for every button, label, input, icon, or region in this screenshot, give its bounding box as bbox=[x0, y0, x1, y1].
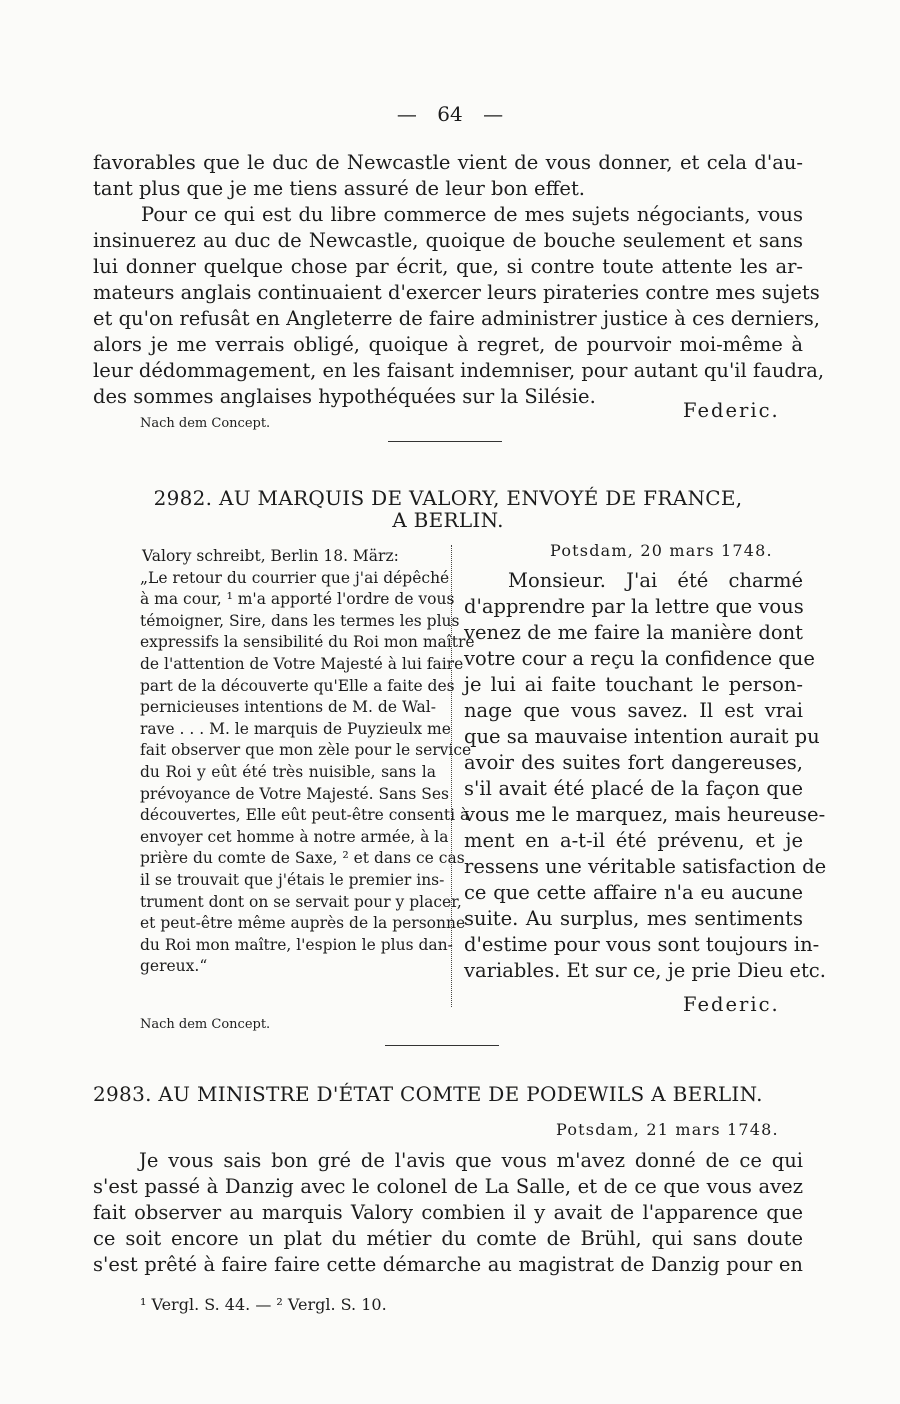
text-line: favorables que le duc de Newcastle vient de vous donner, et cela d'au- bbox=[93, 151, 803, 174]
text-line: Je vous sais bon gré de l'avis que vous m'avez donné de ce qui bbox=[139, 1149, 803, 1172]
text-line: du Roi y eût été très nuisible, sans la bbox=[140, 762, 436, 781]
text-line: insinuerez au duc de Newcastle, quoique de bouche seulement et sans bbox=[93, 229, 803, 252]
text-line: prévoyance de Votre Majesté. Sans Ses bbox=[140, 784, 449, 803]
text-line: „Le retour du courrier que j'ai dépêché bbox=[140, 568, 450, 587]
letter-heading: 2983. AU MINISTRE D'ÉTAT COMTE DE PODEWILS A BERLIN. bbox=[93, 1082, 763, 1106]
podewils-letter-body bbox=[93, 1148, 803, 1278]
letter-date: Potsdam, 21 mars 1748. bbox=[556, 1120, 779, 1139]
letter-heading bbox=[93, 486, 803, 532]
text-line: à ma cour, ¹ m'a apporté l'ordre de vous bbox=[140, 590, 455, 609]
text-line: des sommes anglaises hypothéquées sur la Silésie. bbox=[93, 385, 596, 408]
text-line: Pour ce qui est du libre commerce de mes sujets négociants, vous bbox=[141, 203, 803, 226]
continuation-paragraph bbox=[93, 150, 803, 202]
text-line: part de la découverte qu'Elle a faite des bbox=[140, 676, 455, 695]
report-column bbox=[140, 546, 475, 978]
reply-column bbox=[464, 568, 827, 984]
text-line: alors je me verrais obligé, quoique à regret, de pourvoir moi-même à bbox=[93, 333, 803, 356]
text-line: Monsieur. J'ai été charmé bbox=[508, 569, 803, 592]
text-line: fait observer au marquis Valory combien il y avait de l'apparence que bbox=[93, 1201, 803, 1224]
text-line: ment en a-t-il été prévenu, et je bbox=[464, 829, 803, 852]
text-line: découvertes, Elle eût peut-être consenti à bbox=[140, 806, 470, 825]
text-line: s'est passé à Danzig avec le colonel de La Salle, et de ce que vous avez bbox=[93, 1175, 803, 1198]
text-line: avoir des suites fort dangereuses, bbox=[464, 751, 803, 774]
text-line: du Roi mon maître, l'espion le plus dan- bbox=[140, 935, 453, 954]
text-line: ressens une véritable satisfaction de bbox=[464, 855, 827, 878]
text-line: et qu'on refusât en Angleterre de faire administrer justice à ces derniers, bbox=[93, 307, 820, 330]
text-line: tant plus que je me tiens assuré de leur bon effet. bbox=[93, 177, 585, 200]
heading-line: A BERLIN. bbox=[392, 508, 504, 532]
text-line: gereux.“ bbox=[140, 957, 208, 976]
heading-line: 2982. AU MARQUIS DE VALORY, ENVOYÉ DE FRANCE, bbox=[153, 486, 743, 510]
text-line: de l'attention de Votre Majesté à lui faire bbox=[140, 654, 464, 673]
text-line: leur dédommagement, en les faisant indemniser, pour autant qu'il faudra, bbox=[93, 359, 825, 382]
text-line: témoigner, Sire, dans les termes les plus bbox=[140, 611, 460, 630]
text-line: ce soit encore un plat du métier du comte de Brühl, qui sans doute bbox=[93, 1227, 803, 1250]
header-dash-right: — bbox=[483, 102, 504, 126]
text-line: expressifs la sensibilité du Roi mon maître bbox=[140, 633, 475, 652]
text-line: venez de me faire la manière dont bbox=[464, 621, 803, 644]
text-line: lui donner quelque chose par écrit, que, si contre toute attente les ar- bbox=[93, 255, 803, 278]
text-line: suite. Au surplus, mes sentiments bbox=[464, 907, 803, 930]
source-note: Nach dem Concept. bbox=[140, 416, 271, 431]
signature: Federic. bbox=[683, 399, 780, 422]
report-intro: Valory schreibt, Berlin 18. März: bbox=[142, 547, 399, 565]
text-line: d'estime pour vous sont toujours in- bbox=[464, 933, 820, 956]
text-line: pernicieuses intentions de M. de Wal- bbox=[140, 698, 436, 717]
page-number: 64 bbox=[437, 102, 463, 126]
text-line: trument dont on se servait pour y placer, bbox=[140, 892, 462, 911]
text-line: envoyer cet homme à notre armée, à la bbox=[140, 827, 449, 846]
section-divider bbox=[385, 1045, 499, 1046]
text-line: que sa mauvaise intention aurait pu bbox=[464, 725, 820, 748]
letter-date: Potsdam, 20 mars 1748. bbox=[550, 541, 773, 560]
text-line: rave . . . M. le marquis de Puyzieulx me bbox=[140, 719, 451, 738]
text-line: fait observer que mon zèle pour le service bbox=[140, 741, 472, 760]
text-line: et peut-être même auprès de la personne bbox=[140, 914, 466, 933]
text-line: vous me le marquez, mais heureuse- bbox=[464, 803, 826, 826]
section-divider bbox=[388, 441, 502, 442]
page-header bbox=[370, 102, 530, 126]
text-line: s'est prêté à faire faire cette démarche au magistrat de Danzig pour en bbox=[93, 1253, 803, 1276]
text-line: votre cour a reçu la confidence que bbox=[464, 647, 815, 670]
text-line: mateurs anglais continuaient d'exercer leurs pirateries contre mes sujets bbox=[93, 281, 820, 304]
text-line: d'apprendre par la lettre que vous bbox=[464, 595, 804, 618]
text-line: il se trouvait que j'étais le premier ins- bbox=[140, 870, 445, 889]
text-line: variables. Et sur ce, je prie Dieu etc. bbox=[464, 959, 826, 982]
text-line: prière du comte de Saxe, ² et dans ce cas bbox=[140, 849, 465, 868]
text-line: nage que vous savez. Il est vrai bbox=[464, 699, 803, 722]
text-line: je lui ai faite touchant le person- bbox=[464, 673, 803, 696]
commerce-paragraph bbox=[93, 202, 825, 410]
header-dash-left: — bbox=[396, 102, 417, 126]
text-line: ce que cette affaire n'a eu aucune bbox=[464, 881, 803, 904]
source-note: Nach dem Concept. bbox=[140, 1017, 271, 1032]
signature: Federic. bbox=[683, 993, 780, 1016]
footnotes: ¹ Vergl. S. 44. — ² Vergl. S. 10. bbox=[140, 1295, 387, 1314]
text-line: s'il avait été placé de la façon que bbox=[464, 777, 803, 800]
